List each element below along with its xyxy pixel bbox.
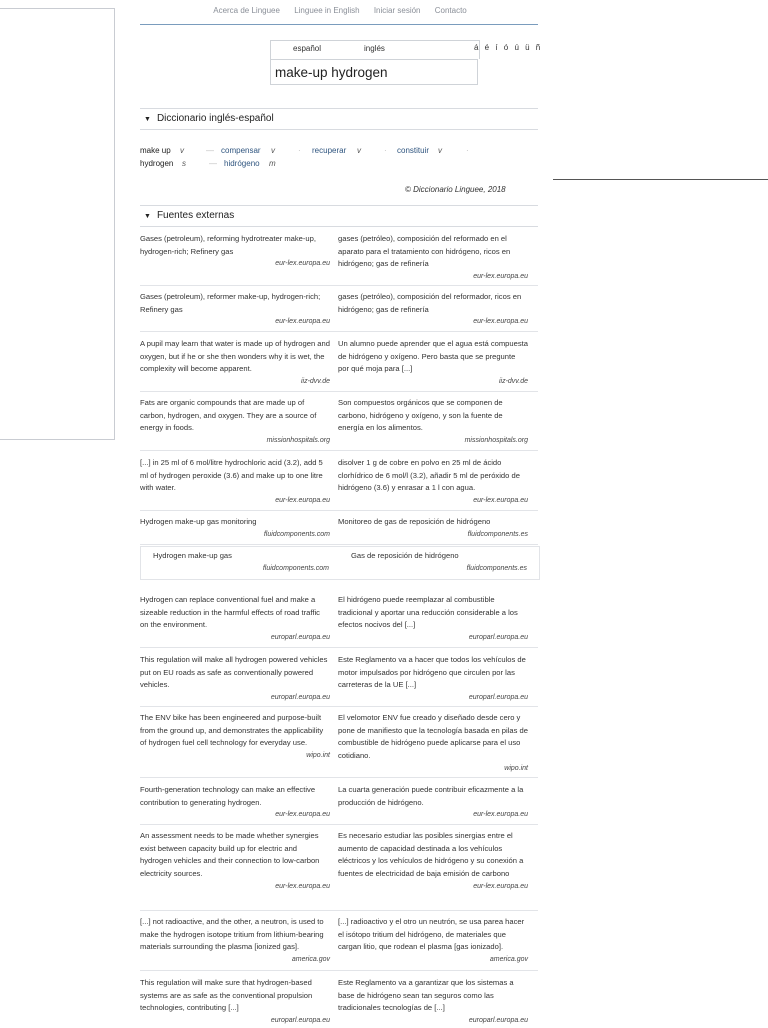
example-target-text: Monitoreo de gas de reposición de hidrógeno fluidcomponents.es: [338, 516, 528, 541]
example-pair: [140, 830, 538, 911]
translation-pos: v: [271, 146, 275, 155]
collapse-triangle-icon: ▼: [144, 116, 151, 123]
nav-link-english[interactable]: Linguee in English: [294, 6, 360, 15]
dictionary-copyright: © Diccionario Linguee, 2018: [405, 185, 506, 194]
example-source-url[interactable]: eur-lex.europa.eu: [275, 318, 330, 326]
translation-pos: v: [357, 146, 361, 155]
example-source-text: Fats are organic compounds that are made up of carbon, hydrogen, and oxygen. They are a source of energy in foods. missionhospitals.org: [140, 397, 330, 448]
example-pair-highlighted: [140, 546, 540, 580]
example-source-text: This regulation will make all hydrogen powered vehicles put on EU roads as safe as conventionally powered vehicles. europarl.europa.eu: [140, 654, 330, 705]
external-sources-header[interactable]: [140, 205, 538, 227]
example-target-text: El hidrógeno puede reemplazar al combustible tradicional y aportar una reducción considerable a los efectos nocivos del [...] europarl.europa.eu: [338, 594, 528, 645]
example-pair: [140, 784, 538, 825]
entry-separator: ·: [466, 146, 469, 155]
translation-link[interactable]: constituir: [397, 146, 430, 155]
tab-target-language[interactable]: inglés: [364, 44, 385, 53]
entry-dash: —: [206, 146, 214, 155]
nav-divider: [140, 24, 538, 25]
example-source-url[interactable]: eur-lex.europa.eu: [275, 882, 330, 890]
entry-separator: ·: [298, 146, 301, 155]
example-source-url[interactable]: wipo.int: [306, 752, 330, 760]
entry-pos: s: [182, 159, 186, 168]
example-target-url[interactable]: europarl.europa.eu: [468, 1017, 528, 1025]
search-box: [270, 59, 478, 85]
example-source-url[interactable]: fluidcomponents.com: [262, 564, 329, 572]
translation-pos: m: [269, 159, 276, 168]
collapse-triangle-icon: ▼: [144, 213, 151, 220]
left-panel: [0, 8, 115, 440]
example-source-url[interactable]: europarl.europa.eu: [270, 694, 330, 702]
dictionary-entries: [140, 146, 538, 172]
example-source-text: Gases (petroleum), reforming hydrotreater make-up, hydrogen-rich; Refinery gas eur-lex.europa.eu: [140, 233, 330, 271]
search-input[interactable]: [275, 61, 475, 83]
example-pair: [140, 654, 538, 707]
dictionary-header[interactable]: [140, 108, 538, 130]
external-sources-header-label: Fuentes externas: [156, 210, 235, 221]
example-pair: [140, 712, 538, 778]
dictionary-entry: [140, 159, 538, 172]
entry-separator: ·: [384, 146, 387, 155]
entry-pos: v: [180, 146, 184, 155]
example-target-text: Este Reglamento va a hacer que todos los vehículos de motor impulsados por hidrógeno que circulen por las carreteras de la UE [...] europarl.europa.eu: [338, 654, 528, 705]
entry-dash: —: [209, 159, 217, 168]
translation-link[interactable]: recuperar: [312, 146, 347, 155]
example-target-url[interactable]: missionhospitals.org: [464, 437, 528, 445]
example-source-url[interactable]: iiz-dvv.de: [300, 378, 330, 386]
example-source-url[interactable]: eur-lex.europa.eu: [275, 260, 330, 268]
nav-link-contact[interactable]: Contacto: [434, 6, 467, 15]
example-pair: [140, 457, 538, 511]
example-source-url[interactable]: europarl.europa.eu: [270, 634, 330, 642]
example-target-text: La cuarta generación puede contribuir eficazmente a la producción de hidrógeno. eur-lex.europa.eu: [338, 784, 528, 822]
example-target-url[interactable]: fluidcomponents.es: [467, 530, 528, 538]
example-target-text: Es necesario estudiar las posibles sinergias entre el aumento de capacidad destinada a los vehículos eléctricos y los vehículos de hidrógeno y su conexión a fuentes de electricidad de baja emisión de carbono eur-lex.europa.eu: [338, 830, 528, 894]
example-target-url[interactable]: eur-lex.europa.eu: [473, 497, 528, 505]
example-source-url[interactable]: missionhospitals.org: [266, 437, 330, 445]
example-target-url[interactable]: america.gov: [489, 956, 528, 964]
example-pair: [140, 594, 538, 648]
example-source-text: [...] not radioactive, and the other, a neutron, is used to make the hydrogen isotope tritium from lithium-bearing materials surrounding the plasma [ionized gas]. america.gov: [140, 916, 330, 967]
translation-link[interactable]: hidrógeno: [224, 159, 260, 168]
translation-pos: v: [438, 146, 442, 155]
example-pair: [140, 916, 538, 971]
nav-link-login[interactable]: Iniciar sesión: [373, 6, 421, 15]
example-target-text: Gas de reposición de hidrógeno fluidcomponents.es: [351, 550, 527, 575]
example-target-url[interactable]: eur-lex.europa.eu: [473, 811, 528, 819]
example-target-text: Este Reglamento va a garantizar que los sistemas a base de hidrógeno sean tan seguros como las tradicionales tecnologías de [...] europarl.europa.eu: [338, 977, 528, 1028]
example-source-text: Hydrogen make-up gas monitoring fluidcomponents.com: [140, 516, 330, 541]
example-source-text: Fourth-generation technology can make an effective contribution to generating hydrogen. eur-lex.europa.eu: [140, 784, 330, 822]
dictionary-header-label: Diccionario inglés-español: [156, 113, 274, 124]
entry-word[interactable]: hydrogen: [140, 159, 174, 168]
right-divider: [553, 179, 768, 180]
example-source-text: Gases (petroleum), reformer make-up, hydrogen-rich; Refinery gas eur-lex.europa.eu: [140, 291, 330, 329]
example-target-url[interactable]: fluidcomponents.es: [466, 564, 527, 572]
example-pair: [140, 397, 538, 451]
language-tabs: [270, 40, 480, 59]
dictionary-entry: [140, 146, 538, 159]
example-target-text: gases (petróleo), composición del reformador, ricos en hidrógeno; gas de refinería eur-lex.europa.eu: [338, 291, 528, 329]
tab-source-language[interactable]: español: [293, 44, 322, 53]
example-target-url[interactable]: europarl.europa.eu: [468, 694, 528, 702]
example-target-text: gases (petróleo), composición del reformado en el aparato para el tratamiento con hidrógeno, ricos en hidrógeno; gas de refinería eur-lex.europa.eu: [338, 233, 528, 284]
example-target-url[interactable]: eur-lex.europa.eu: [473, 318, 528, 326]
example-source-url[interactable]: eur-lex.europa.eu: [275, 811, 330, 819]
example-source-url[interactable]: fluidcomponents.com: [263, 530, 330, 538]
example-pair: [140, 338, 538, 392]
example-pair: [140, 977, 538, 1024]
example-target-text: Son compuestos orgánicos que se componen de carbono, hidrógeno y oxígeno, y son la fuente de energía en los alimentos. missionhospitals.org: [338, 397, 528, 448]
example-source-text: An assessment needs to be made whether synergies exist between capacity build up for electric and hydrogen vehicles and their connection to low-carbon electricity sources. eur-lex.europa.eu: [140, 830, 330, 894]
entry-word[interactable]: make up: [140, 146, 171, 155]
example-source-url[interactable]: america.gov: [291, 956, 330, 964]
example-pair: [140, 291, 538, 332]
example-source-text: Hydrogen can replace conventional fuel and make a sizeable reduction in the harmful effects of road traffic on the environment. europarl.europa.eu: [140, 594, 330, 645]
example-target-url[interactable]: europarl.europa.eu: [468, 634, 528, 642]
example-target-url[interactable]: eur-lex.europa.eu: [473, 882, 528, 890]
example-target-text: El velomotor ENV fue creado y diseñado desde cero y pone de manifiesto que la tecnología basada en pilas de combustible de hidrógeno puede aplicarse para el uso cotidiano. wipo.int: [338, 712, 528, 776]
example-source-text: This regulation will make sure that hydrogen-based systems are as safe as the conventional propulsion technologies, contributing [...] europarl.europa.eu: [140, 977, 330, 1028]
example-target-text: Un alumno puede aprender que el agua está compuesta de hidrógeno y oxígeno. Pero basta que se pregunte por qué moja para [...] iiz-dvv.de: [338, 338, 528, 389]
translation-link[interactable]: compensar: [221, 146, 261, 155]
example-pair: [140, 516, 538, 545]
example-pair: [140, 233, 538, 286]
example-source-url[interactable]: eur-lex.europa.eu: [275, 497, 330, 505]
example-source-text: The ENV bike has been engineered and purpose-built from the ground up, and demonstrates the applicability of hydrogen fuel cell technology for everyday use. wipo.int: [140, 712, 330, 763]
top-navigation: [140, 6, 540, 24]
example-target-url[interactable]: wipo.int: [504, 764, 528, 772]
example-source-text: A pupil may learn that water is made up of hydrogen and oxygen, but if he or she then wonders why it is wet, the complexity will become apparent. iiz-dvv.de: [140, 338, 330, 389]
nav-link-about[interactable]: Acerca de Linguee: [213, 6, 280, 15]
example-target-text: disolver 1 g de cobre en polvo en 25 ml de ácido clorhídrico de 6 mol/l (3.2), añadir 5 ml de peróxido de hidrógeno (3.6) y enrasar a 1 l con agua. eur-lex.europa.eu: [338, 457, 528, 508]
example-target-url[interactable]: iiz-dvv.de: [498, 378, 528, 386]
example-target-text: [...] radioactivo y el otro un neutrón, se usa parea hacer el isótopo tritium del hidrógeno, de materiales que cargan litio, que rodean el plasma [gas ionizado]. america.gov: [338, 916, 528, 967]
example-source-text: [...] in 25 ml of 6 mol/litre hydrochloric acid (3.2), add 5 ml of hydrogen peroxide (3.6) and make up to one litre with water. eur-lex.europa.eu: [140, 457, 330, 508]
example-source-text: Hydrogen make-up gas fluidcomponents.com: [153, 550, 329, 575]
example-target-url[interactable]: eur-lex.europa.eu: [473, 273, 528, 281]
example-source-url[interactable]: europarl.europa.eu: [270, 1017, 330, 1025]
accent-keys[interactable]: á é í ó ú ü ñ: [474, 43, 543, 52]
